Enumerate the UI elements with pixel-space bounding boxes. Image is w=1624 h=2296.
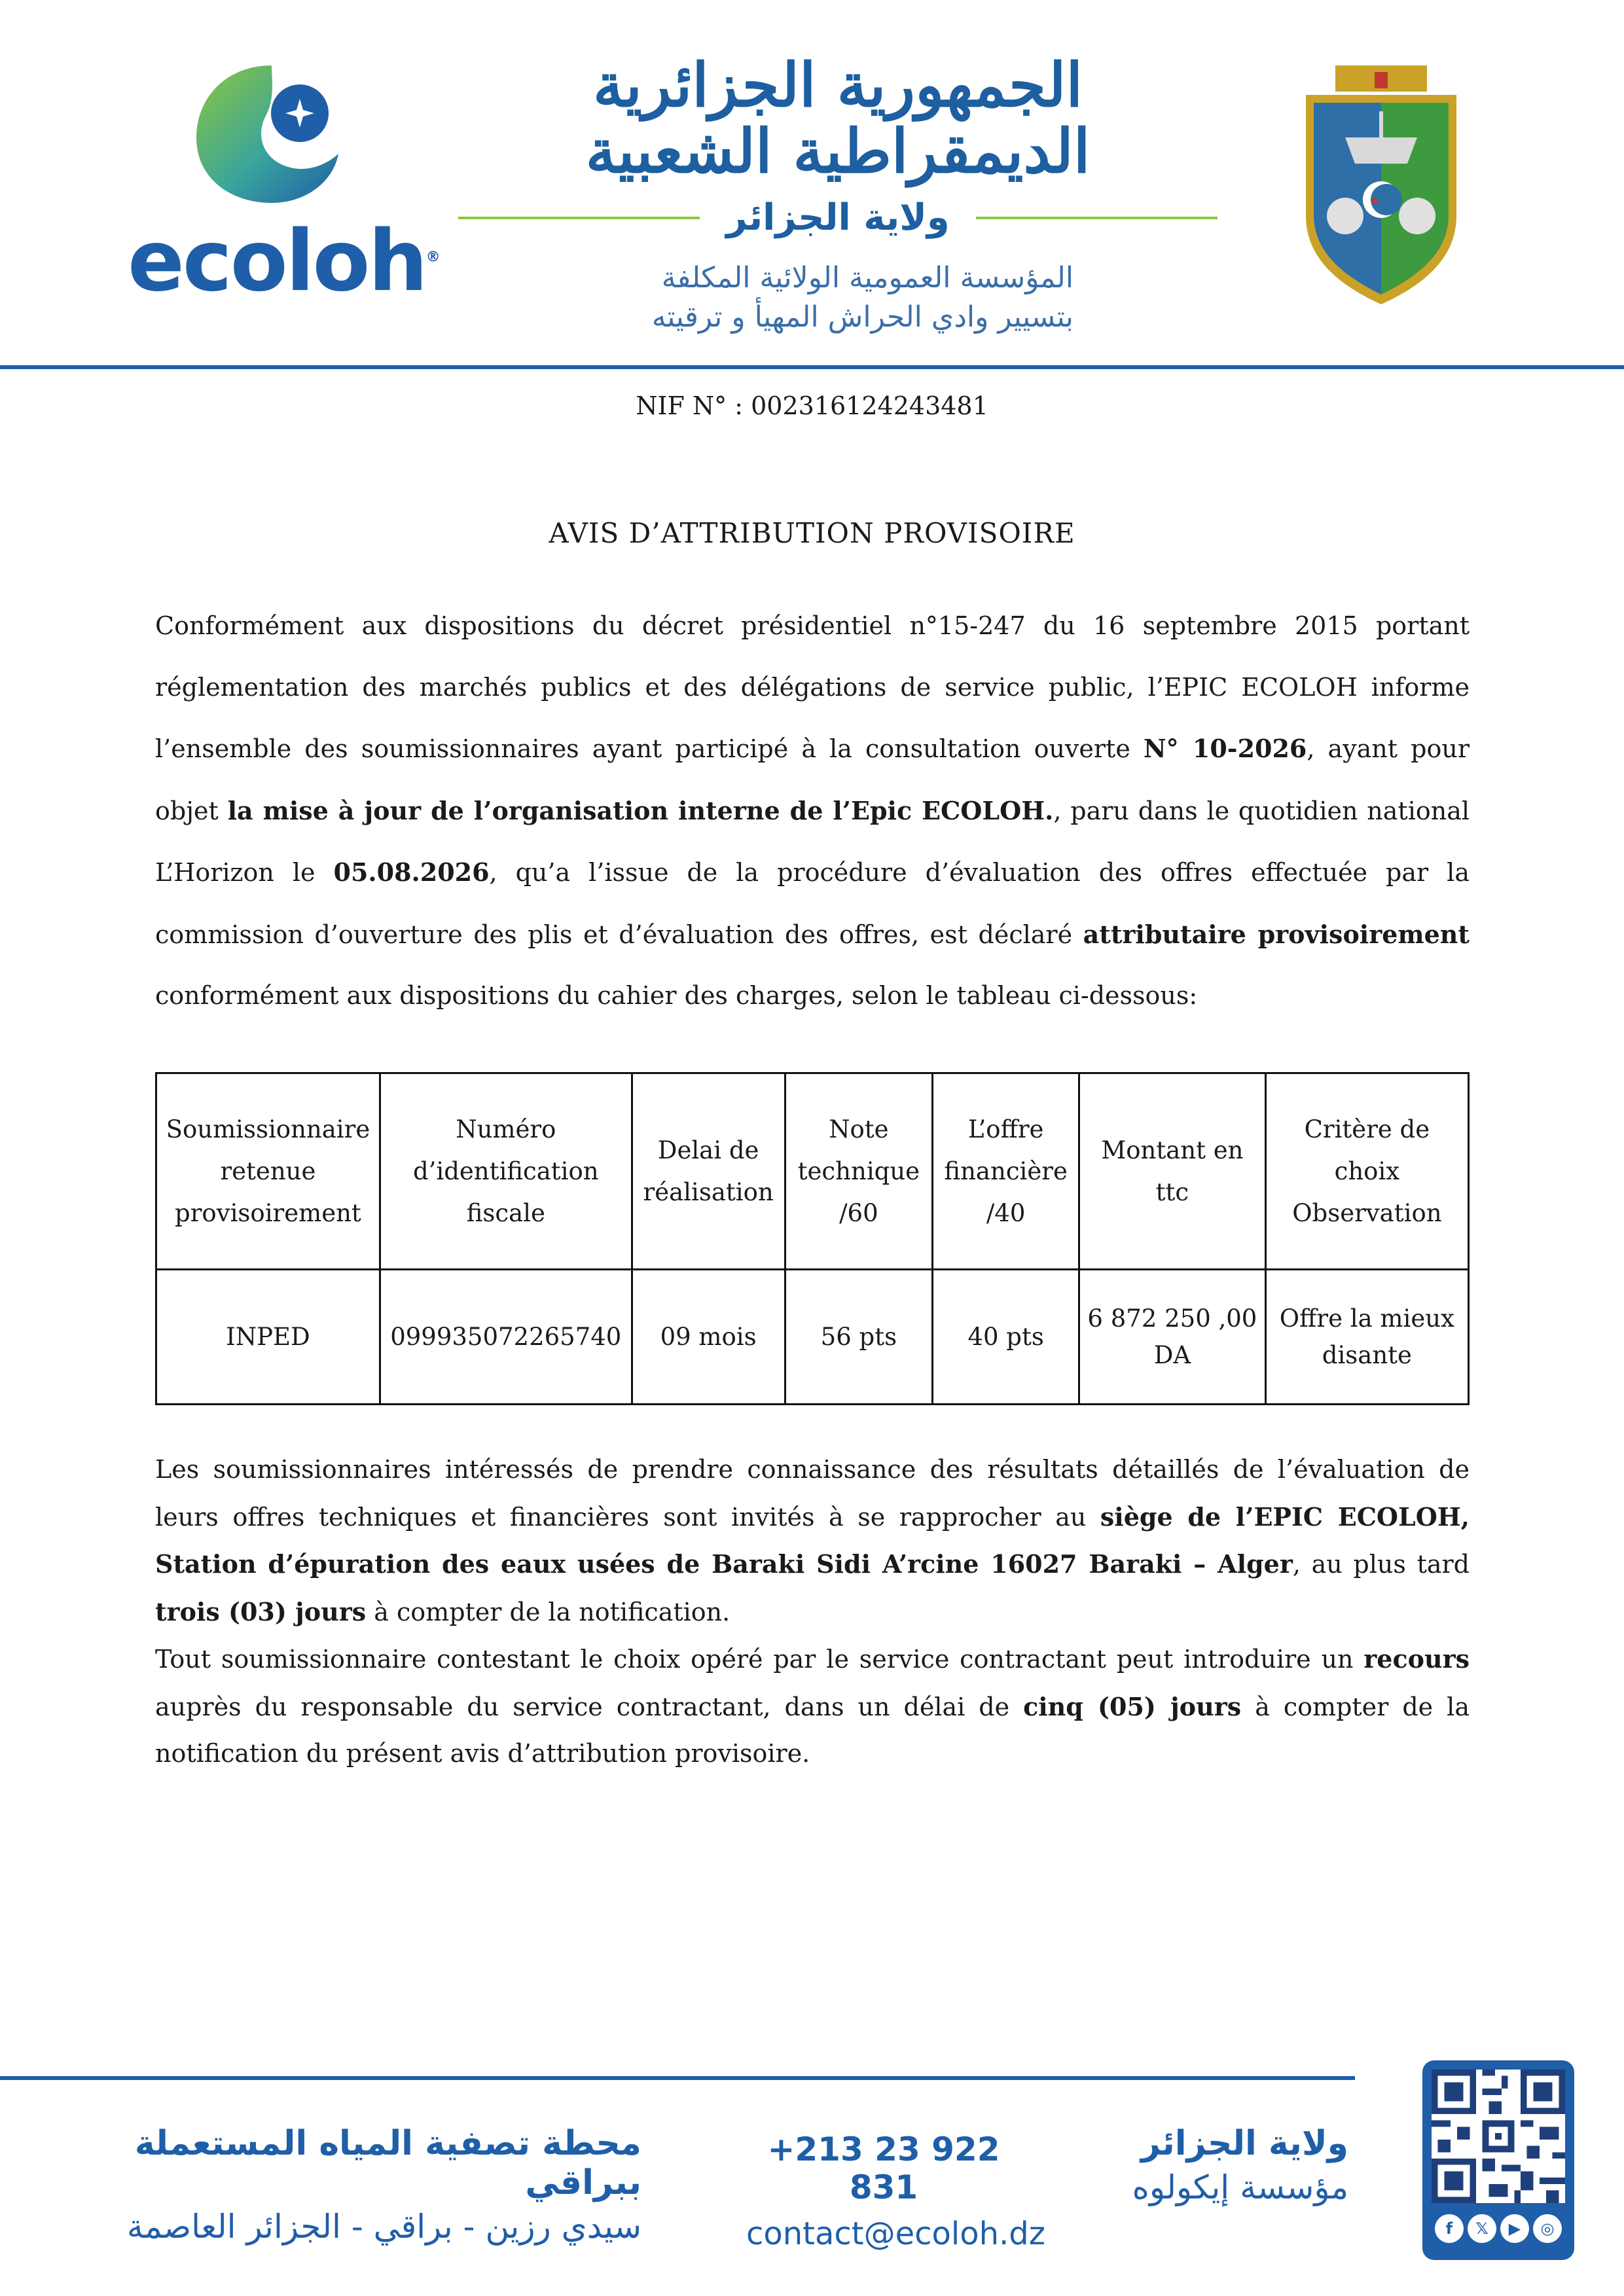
document-title: AVIS D’ATTRIBUTION PROVISOIRE xyxy=(549,517,1075,549)
social-links xyxy=(1422,2214,1574,2243)
email-link[interactable]: contact@ecoloh.dz xyxy=(746,2215,1045,2252)
table-cell: INPED xyxy=(156,1270,380,1405)
table-row xyxy=(156,1270,1469,1405)
wilaya-row xyxy=(458,196,1218,239)
table-cell: 6 872 250 ,00 DA xyxy=(1079,1270,1266,1405)
table-header-cell: L’offre financière /40 xyxy=(933,1073,1079,1270)
x-icon[interactable]: 𝕏 xyxy=(1468,2214,1496,2243)
footer-address: محطة تصفية المياه المستعملة ببراقي سيدي رزين - براقي - الجزائر العاصمة xyxy=(126,2124,641,2246)
republic-title: الجمهورية الجزائرية الديمقراطية الشعبية xyxy=(585,50,1091,187)
footer-wilaya: ولاية الجزائر مؤسسة إيكولوه xyxy=(1132,2124,1348,2206)
nif-number: NIF N° : 002316124243481 xyxy=(636,391,988,420)
instagram-icon[interactable]: ◎ xyxy=(1533,2214,1562,2243)
table-header-cell: Montant en ttc xyxy=(1079,1073,1266,1270)
table-header-cell: Delai de réalisation xyxy=(632,1073,785,1270)
footer-divider xyxy=(0,2076,1355,2080)
epic-name: المؤسسة العمومية الولائية المكلفة بتسيير وادي الحراش المهيأ و ترقيته xyxy=(651,261,1074,334)
table-cell: 099935072265740 xyxy=(380,1270,632,1405)
table-header-cell: Numéro d’identification fiscale xyxy=(380,1073,632,1270)
wilaya-emblem-icon xyxy=(1299,65,1463,308)
closing-paragraph: Les soumissionnaires intéressés de prendre connaissance des résultats détaillés de l’évaluation de leurs offres techniques et financières sont invités à se rapprocher au siège de l’EPIC ECOLOH, Station d’épuration des eaux usées de Baraki Sidi A’rcine 16027 Baraki – Alger, au plus tard trois (03) jours à compter de la notification. Tout soumissionnaire contestant le choix opéré par le service contractant peut introduire un recours auprès du responsable du service contractant, dans un délai de cinq (05) jours à compter de la notification du présent avis d’attribution provisoire. xyxy=(155,1455,1470,1768)
youtube-icon[interactable]: ▶ xyxy=(1500,2214,1529,2243)
table-cell: Offre la mieux disante xyxy=(1265,1270,1468,1405)
table-cell: 09 mois xyxy=(632,1270,785,1405)
attribution-table xyxy=(155,1072,1470,1405)
phone-number[interactable]: +213 23 922 831 xyxy=(767,2130,1000,2206)
table-header-cell: Critère de choix Observation xyxy=(1265,1073,1468,1270)
table-header-row xyxy=(156,1073,1469,1270)
table-header-cell: Soumissionnaire retenue provisoirement xyxy=(156,1073,380,1270)
table-cell: 56 pts xyxy=(785,1270,933,1405)
qr-code-panel xyxy=(1422,2060,1574,2260)
wilaya-title: ولاية الجزائر xyxy=(726,196,950,240)
qr-code-icon[interactable] xyxy=(1432,2070,1565,2203)
divider-line xyxy=(976,217,1218,219)
header-divider xyxy=(0,365,1624,369)
table-header-cell: Note technique /60 xyxy=(785,1073,933,1270)
divider-line xyxy=(458,217,700,219)
intro-paragraph: Conformément aux dispositions du décret présidentiel n°15-247 du 16 septembre 2015 portant réglementation des marchés publics et des délégations de service public, l’EPIC ECOLOH informe l’ensemble des soumissionnaires ayant participé à la consultation ouverte N° 10-2026, ayant pour objet la mise à jour de l’organisation interne de l’Epic ECOLOH., paru dans le quotidien national L’Horizon le 05.08.2026, qu’a l’issue de la procédure d’évaluation des offres effectuée par la commission d’ouverture des plis et d’évaluation des offres, est déclaré attributaire provisoirement conformément aux dispositions du cahier des charges, selon le tableau ci-dessous: xyxy=(155,611,1470,1010)
table-cell: 40 pts xyxy=(933,1270,1079,1405)
facebook-icon[interactable]: f xyxy=(1435,2214,1464,2243)
footer-contact xyxy=(746,2130,1045,2252)
header-titles xyxy=(458,52,1218,336)
ecoloh-logo xyxy=(128,62,441,311)
ecoloh-logo-mark xyxy=(193,62,344,206)
logo-wordmark: ecoloh® xyxy=(128,213,441,310)
